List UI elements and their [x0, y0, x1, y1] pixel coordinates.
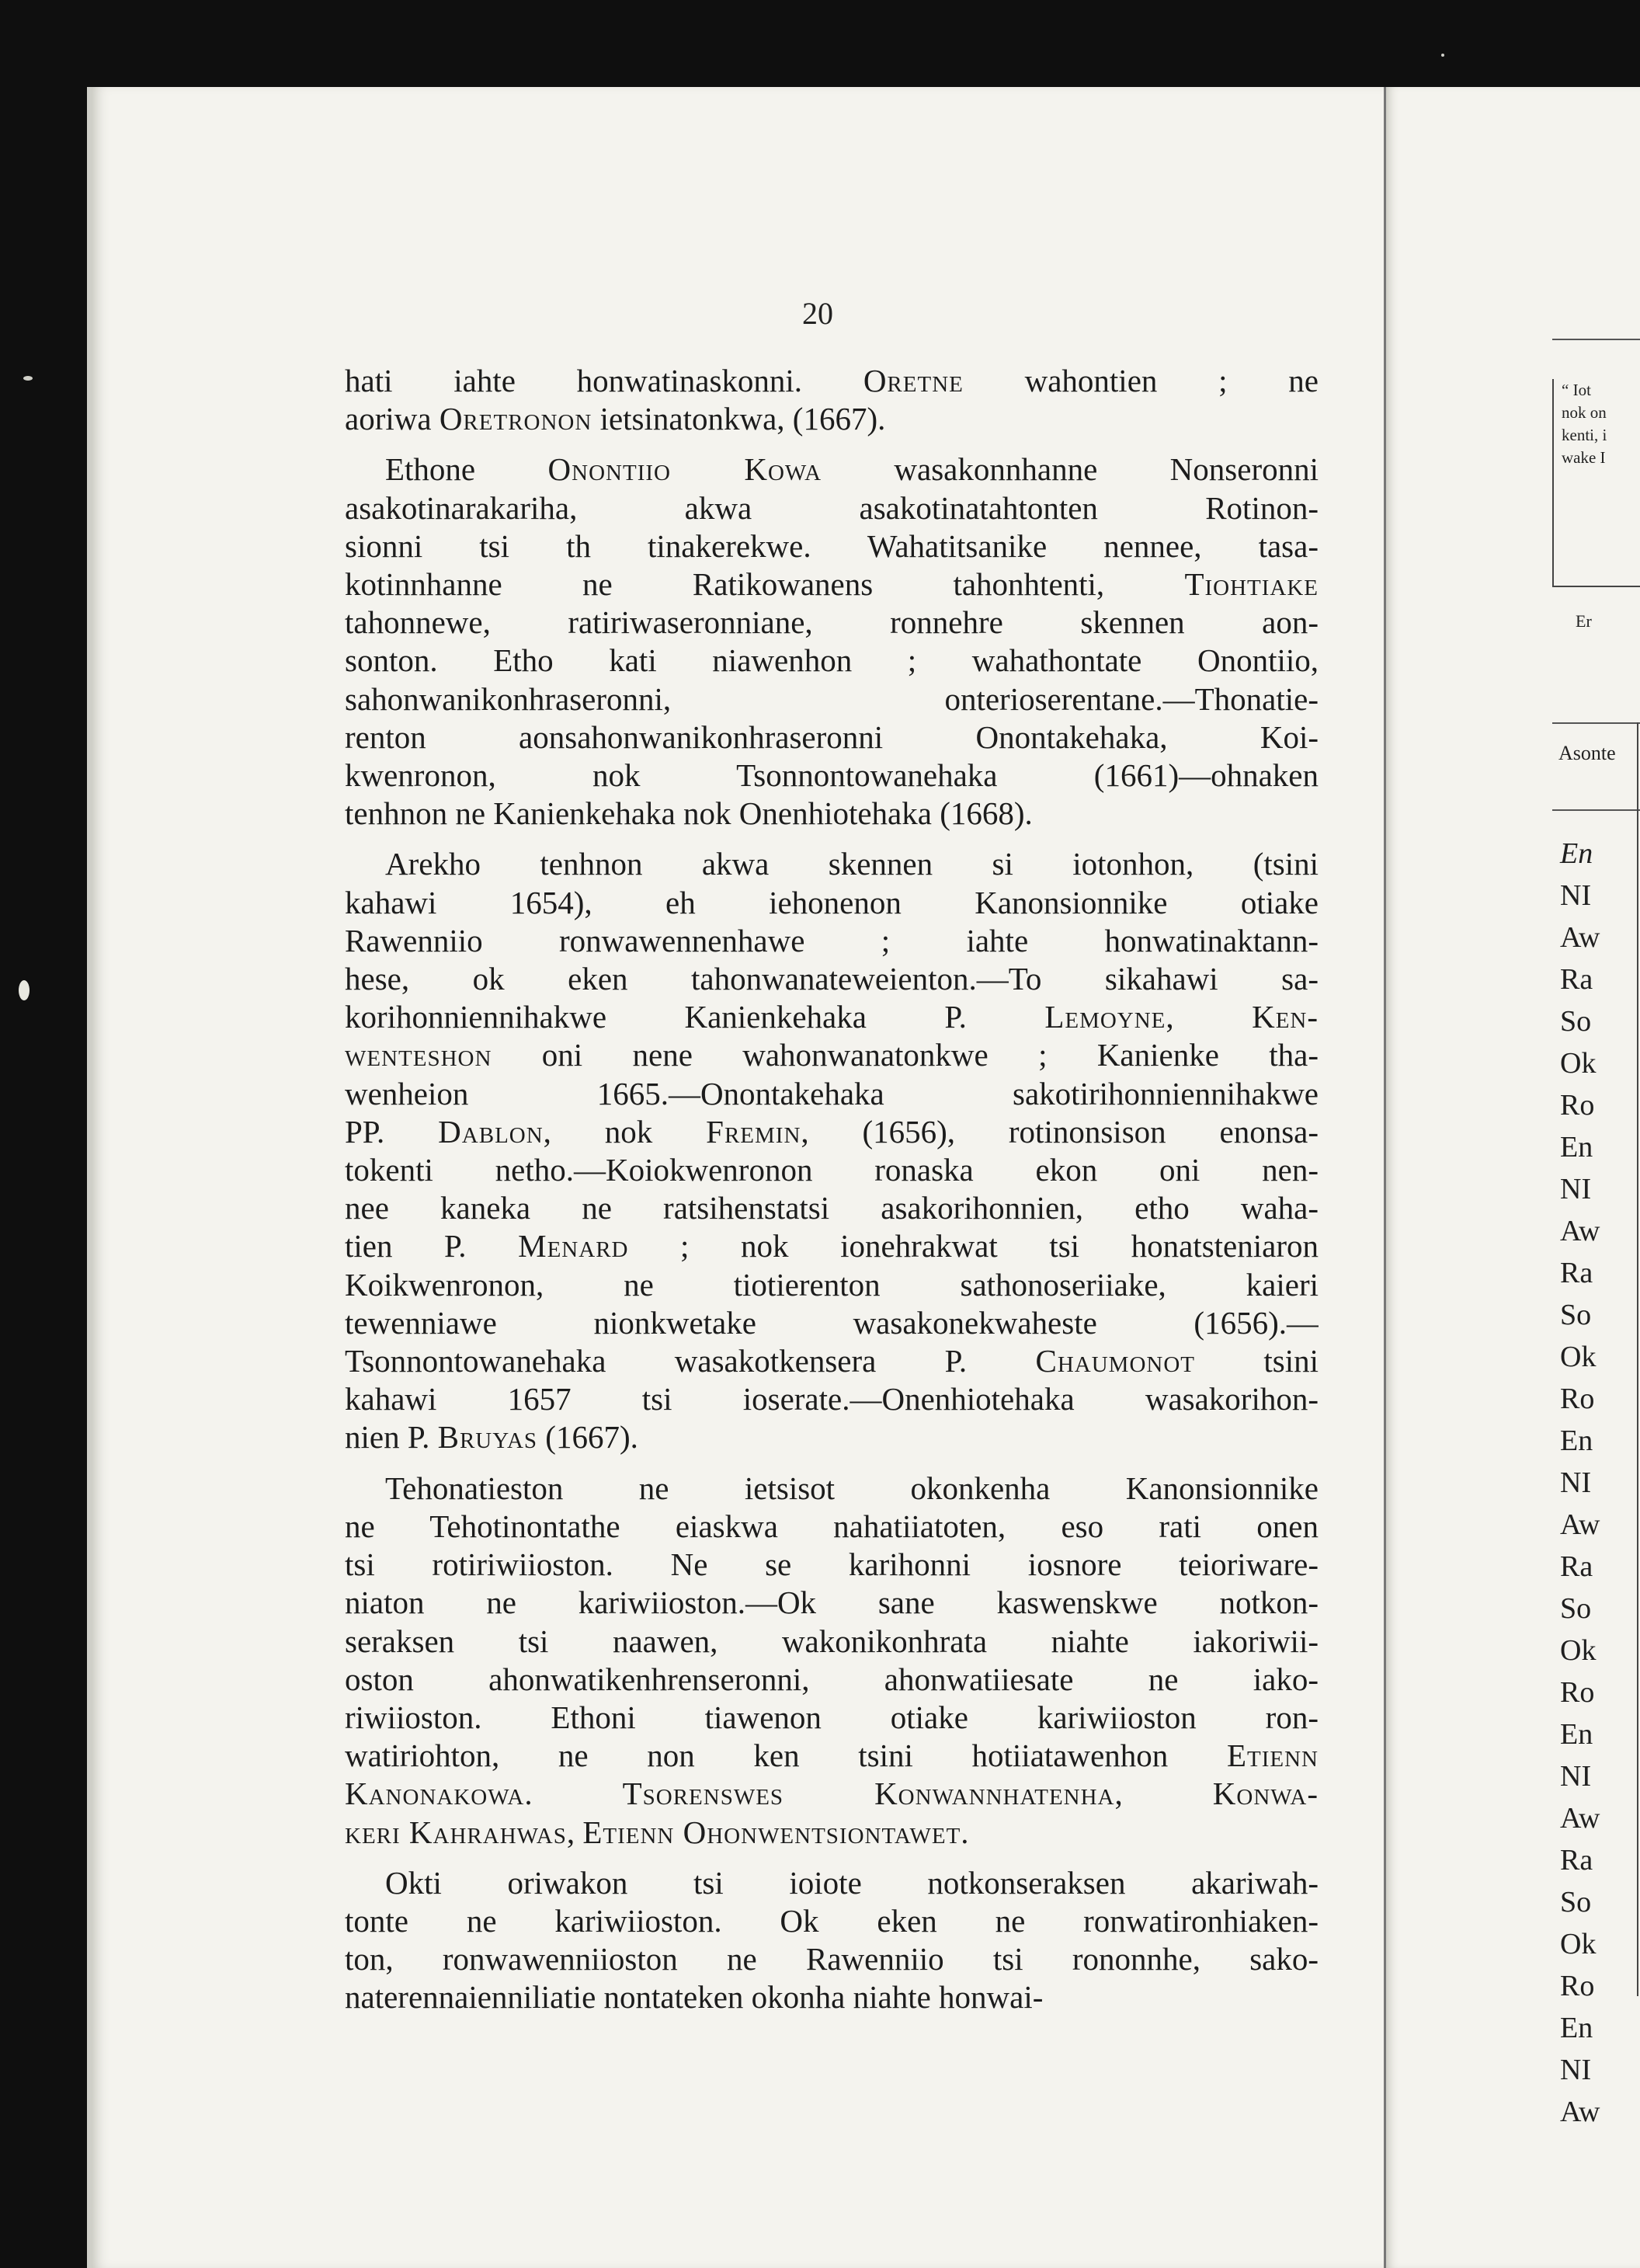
small-caps-name: Menard [518, 1228, 629, 1264]
text-run: (1667). [537, 1419, 638, 1456]
text-line [345, 998, 1319, 1036]
list-item: Ro [1560, 1089, 1595, 1122]
text-run: Rawenniio ronwawennenhawe ; iahte honwatinaktann- [345, 922, 1319, 958]
list-item: Ok [1560, 1928, 1597, 1960]
text-run: ne Tehotinontathe eiaskwa nahatiiatoten, eso rati onen [345, 1508, 1319, 1544]
text-line [345, 1342, 1319, 1380]
right-page-label: Er [1576, 611, 1592, 631]
list-item: NI [1560, 1466, 1592, 1499]
text-run: tenhnon ne Kanienkehaka nok Onenhiotehaka (1668). [345, 795, 1033, 832]
text-run: , [1166, 999, 1253, 1035]
text-line [345, 1623, 1319, 1661]
quote-line: nok on [1562, 403, 1607, 422]
text-run: Koikwenronon, ne tiotierenton sathonoseriiake, kaieri [345, 1266, 1319, 1303]
list-item: Ok [1560, 1047, 1597, 1080]
paragraph [345, 362, 1319, 438]
text-line [345, 450, 1319, 489]
text-line [345, 1266, 1319, 1304]
list-item: Aw [1560, 2096, 1600, 2128]
small-caps-name: Kanonakowa [345, 1776, 525, 1812]
paragraph [345, 1470, 1319, 1852]
text-run: tokenti netho.—Koiokwenronon ronaska ekon oni nen- [345, 1152, 1319, 1188]
small-caps-name: Oretne [863, 363, 964, 398]
text-line [345, 1661, 1319, 1699]
text-line [345, 1227, 1319, 1265]
text-line [345, 362, 1319, 400]
small-caps-name: Bruyas [437, 1419, 538, 1456]
text-line [345, 1113, 1319, 1151]
paragraph [345, 1864, 1319, 2017]
text-line [345, 1584, 1319, 1622]
text-line [345, 642, 1319, 680]
text-line [345, 604, 1319, 642]
text-run: nee kaneka ne ratsihenstatsi asakorihonnien, etho waha- [345, 1190, 1319, 1226]
right-page-table-line [1637, 722, 1638, 1996]
text-run: asakotinarakariha, akwa asakotinatahtonten Rotinon- [345, 489, 1319, 526]
right-page-rule [1552, 722, 1640, 724]
list-item: Ra [1560, 1844, 1593, 1877]
text-line [345, 1902, 1319, 1940]
text-run: oni nene wahonwanatonkwe ; Kanienke tha- [492, 1037, 1319, 1073]
page-number: 20 [802, 296, 833, 331]
text-run: ton, ronwawenniioston ne Rawenniio tsi rononnhe, sako- [345, 1941, 1319, 1978]
text-line [345, 922, 1319, 960]
list-item: Ok [1560, 1634, 1597, 1667]
text-run: . [961, 1814, 969, 1850]
list-item: So [1560, 1886, 1592, 1918]
text-line [345, 960, 1319, 998]
right-page-quote-box [1552, 379, 1640, 587]
text-line [345, 1814, 1319, 1852]
text-line [345, 1470, 1319, 1508]
text-run: Ethone [385, 451, 548, 488]
text-line [345, 565, 1319, 604]
list-item: NI [1560, 2054, 1592, 2086]
list-item: So [1560, 1299, 1592, 1331]
text-run: sonton. Etho kati niawenhon ; wahathontate Onontiio, [345, 642, 1319, 679]
text-run: riwiioston. Ethoni tiawenon otiake kariwiioston ron- [345, 1699, 1319, 1735]
text-line [345, 1151, 1319, 1189]
text-line [345, 489, 1319, 527]
text-run: nien P. [345, 1419, 438, 1456]
small-caps-name: wenteshon [345, 1037, 492, 1073]
small-caps-name: Fremin [706, 1113, 801, 1150]
small-caps-name: Onontiio Kowa [547, 451, 822, 488]
text-line [345, 1380, 1319, 1418]
quote-line: wake I [1562, 448, 1606, 467]
small-caps-name: keri Kahrahwas [345, 1814, 567, 1850]
text-run: . [524, 1776, 623, 1812]
list-item: En [1560, 2012, 1593, 2044]
main-text-body [345, 362, 1319, 2030]
right-page-list [1560, 833, 1638, 2133]
list-item: En [1560, 1424, 1593, 1457]
text-run: naterennaienniliatie nontateken okonha niahte honwai- [345, 1979, 1044, 2016]
text-line [345, 884, 1319, 922]
scan-speck [23, 376, 33, 381]
text-run: kahawi 1654), eh iehonenon Kanonsionnike otiake [345, 884, 1319, 920]
text-run: Tsonnontowanehaka wasakotkensera P. [345, 1343, 1036, 1379]
text-run: , [566, 1814, 583, 1850]
list-item: Ra [1560, 963, 1593, 996]
text-run: kotinnhanne ne Ratikowanens tahonhtenti, [345, 566, 1185, 603]
text-run: , [1114, 1776, 1213, 1812]
text-line [345, 795, 1319, 833]
list-item: En [1560, 1718, 1593, 1751]
text-line [345, 1418, 1319, 1456]
text-run: Okti oriwakon tsi ioiote notkonseraksen akariwah- [385, 1864, 1319, 1901]
list-item: En [1560, 1131, 1593, 1164]
quote-line: “ Iot [1562, 381, 1591, 399]
text-run: seraksen tsi naawen, wakonikonhrata niahte iakoriwii- [345, 1623, 1319, 1659]
small-caps-name: Chaumonot [1035, 1343, 1196, 1379]
text-run: sionni tsi th tinakerekwe. Wahatitsanike nennee, tasa- [345, 527, 1319, 564]
small-caps-name: Lemoyne [1044, 999, 1166, 1035]
text-line [345, 757, 1319, 795]
text-run: Arekho tenhnon akwa skennen si iotonhon, (tsini [385, 846, 1319, 882]
quote-line: kenti, i [1562, 426, 1607, 444]
text-run: korihonniennihakwe Kanienkehaka P. [345, 999, 1045, 1035]
list-item: En [1560, 837, 1593, 870]
text-line [345, 1189, 1319, 1227]
small-caps-name: Tiohtiake [1184, 566, 1319, 603]
list-item: Aw [1560, 1215, 1600, 1247]
list-item: So [1560, 1005, 1592, 1038]
text-run: tewenniawe nionkwetake wasakonekwaheste (1656).— [345, 1304, 1319, 1341]
right-page-rule [1552, 339, 1640, 340]
list-item: NI [1560, 879, 1592, 912]
text-run: kwenronon, nok Tsonnontowanehaka (1661)—ohnaken [345, 757, 1319, 794]
text-line [345, 718, 1319, 757]
list-item: Ra [1560, 1550, 1593, 1583]
small-caps-name: Dablon [438, 1113, 544, 1150]
text-run: wasakonnhanne Nonseronni [822, 451, 1319, 488]
list-item: Aw [1560, 1508, 1600, 1541]
small-caps-name: Tsorenswes Konwannhatenha [622, 1776, 1115, 1812]
text-run: watiriohton, ne non ken tsini hotiiatawenhon [345, 1738, 1227, 1774]
text-run: PP. [345, 1113, 439, 1150]
paragraph [345, 845, 1319, 1456]
list-item: So [1560, 1592, 1592, 1625]
list-item: Ro [1560, 1676, 1595, 1709]
text-line [345, 1978, 1319, 2016]
list-item: Aw [1560, 921, 1600, 954]
text-line [345, 680, 1319, 718]
scan-speck [19, 980, 30, 1000]
right-page-heading: Asonte [1558, 742, 1616, 764]
small-caps-name: Konwa- [1212, 1776, 1319, 1812]
text-line [345, 1737, 1319, 1775]
text-run: oston ahonwatikenhrenseronni, ahonwatiiesate ne iako- [345, 1661, 1319, 1697]
text-run: tien P. [345, 1228, 519, 1264]
paragraph [345, 450, 1319, 833]
text-run: , (1656), rotinonsison enonsa- [801, 1113, 1319, 1150]
text-line [345, 1864, 1319, 1902]
list-item: Aw [1560, 1802, 1600, 1835]
text-run: aoriwa [345, 401, 440, 437]
text-run: tonte ne kariwiioston. Ok eken ne ronwatironhiaken- [345, 1902, 1319, 1939]
small-caps-name: Ken- [1252, 999, 1319, 1035]
text-line [345, 527, 1319, 565]
text-run: sahonwanikonhraseronni, onterioserentane.—Thonatie- [345, 680, 1319, 717]
left-page [87, 87, 1388, 2268]
text-run: hese, ok eken tahonwanateweienton.—To sikahawi sa- [345, 961, 1319, 997]
text-run: wahontien ; ne [963, 363, 1319, 398]
text-line [345, 1036, 1319, 1074]
list-item: NI [1560, 1760, 1592, 1793]
small-caps-name: Oretronon [439, 401, 592, 437]
text-line [345, 1940, 1319, 1978]
list-item: Ra [1560, 1257, 1593, 1289]
text-run: tsini [1195, 1343, 1319, 1379]
list-item: Ok [1560, 1341, 1597, 1373]
text-line [345, 1508, 1319, 1546]
text-line [345, 400, 1319, 438]
text-line [345, 1546, 1319, 1584]
text-line [345, 1775, 1319, 1813]
scan-speck [1441, 54, 1444, 57]
small-caps-name: Etienn Ohonwentsiontawet [582, 1814, 961, 1850]
list-item: Ro [1560, 1383, 1595, 1415]
text-run: , nok [543, 1113, 707, 1150]
text-run: renton aonsahonwanikonhraseronni Onontakehaka, Koi- [345, 718, 1319, 755]
right-page-rule [1552, 809, 1640, 811]
text-line [345, 845, 1319, 883]
text-line [345, 1699, 1319, 1737]
text-line [345, 1304, 1319, 1342]
list-item: Ro [1560, 1970, 1595, 2002]
small-caps-name: Etienn [1226, 1738, 1319, 1774]
text-run: niaton ne kariwiioston.—Ok sane kaswenskwe notkon- [345, 1584, 1319, 1621]
text-run: Tehonatieston ne ietsisot okonkenha Kanonsionnike [385, 1470, 1319, 1506]
text-run: ; nok ionehrakwat tsi honatsteniaron [628, 1228, 1319, 1264]
list-item: NI [1560, 1173, 1592, 1205]
text-run: tsi rotiriwiioston. Ne se karihonni iosnore teioriware- [345, 1546, 1319, 1583]
text-run: tahonnewe, ratiriwaseronniane, ronnehre skennen aon- [345, 604, 1319, 641]
text-run: wenheion 1665.—Onontakehaka sakotirihonniennihakwe [345, 1075, 1319, 1111]
text-run: ietsinatonkwa, (1667). [592, 401, 886, 437]
text-run: hati iahte honwatinaskonni. [345, 363, 863, 398]
text-line [345, 1075, 1319, 1113]
right-page [1384, 87, 1640, 2268]
text-run: kahawi 1657 tsi ioserate.—Onenhiotehaka wasakorihon- [345, 1381, 1319, 1418]
